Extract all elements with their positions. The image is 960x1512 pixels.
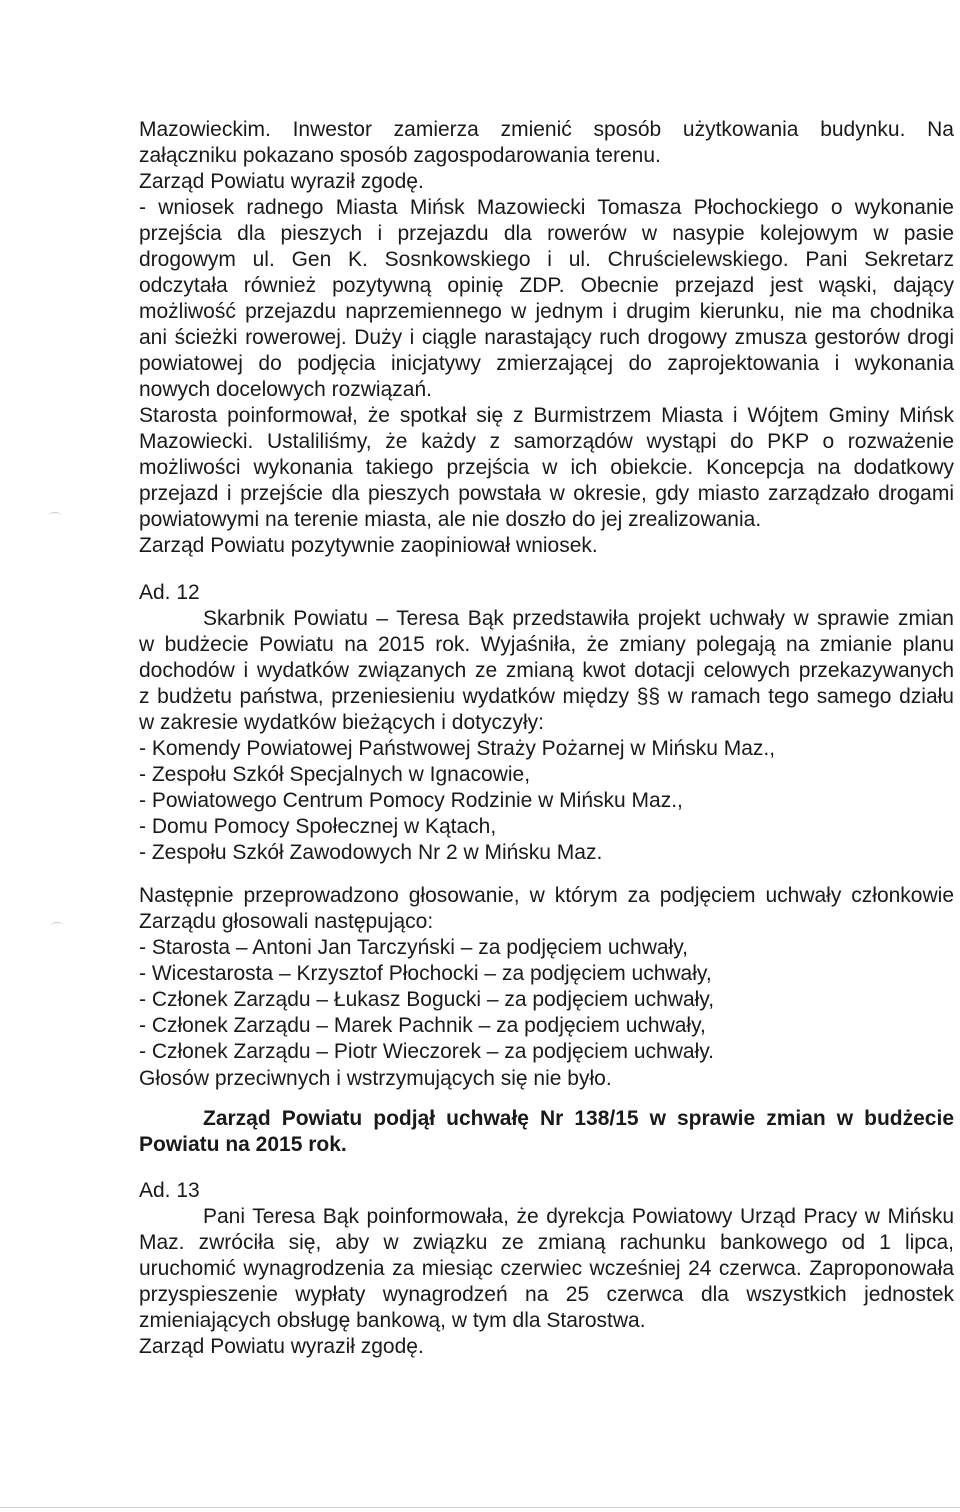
text-line: Mazowiecki. Ustaliliśmy, że każdy z samorządów wystąpi do PKP o rozważenie <box>139 430 954 453</box>
vote-item: - Starosta – Antoni Jan Tarczyński – za podjęciem uchwały, <box>139 936 688 959</box>
text-line: w budżecie Powiatu na 2015 rok. Wyjaśniła, że zmiany polegają na zmianie planu <box>139 633 954 656</box>
text-line: przejścia dla pieszych i przejazdu dla rowerów w nasypie kolejowym w pasie <box>139 222 954 245</box>
section-heading-ad13: Ad. 13 <box>139 1179 200 1202</box>
list-item: - Zespołu Szkół Zawodowych Nr 2 w Mińsku Maz. <box>139 841 603 864</box>
text-line: możliwość przejazdu naprzemiennego w jednym i drugim kierunku, nie ma chodnika <box>139 300 954 323</box>
text-line: Maz. zwróciła się, aby w związku ze zmianą rachunku bankowego od 1 lipca, <box>139 1231 954 1254</box>
section-heading-ad12: Ad. 12 <box>139 581 200 604</box>
text-line: ani ścieżki rowerowej. Duży i ciągle narastający ruch drogowy zmusza gestorów drogi <box>139 326 954 349</box>
text-line: dochodów i wydatków związanych ze zmianą kwot dotacji celowych przekazywanych <box>139 659 954 682</box>
text-line: Starosta poinformował, że spotkał się z Burmistrzem Miasta i Wójtem Gminy Mińsk <box>139 404 954 427</box>
scan-mark <box>50 922 64 931</box>
text-line: z budżetu państwa, przeniesieniu wydatków między §§ w ramach tego samego działu <box>139 685 954 708</box>
vote-item: - Wicestarosta – Krzysztof Płochocki – za podjęciem uchwały, <box>139 962 712 985</box>
scan-mark <box>48 512 62 521</box>
text-line: odczytała również pozytywną opinię ZDP. Obecnie przejazd jest wąski, dający <box>139 274 954 297</box>
vote-item: - Członek Zarządu – Marek Pachnik – za podjęciem uchwały, <box>139 1014 706 1037</box>
text-line: Zarządu głosowali następująco: <box>139 910 434 933</box>
vote-item: - Członek Zarządu – Piotr Wieczorek – za podjęciem uchwały. <box>139 1040 715 1063</box>
text-line: Zarząd Powiatu wyraził zgodę. <box>139 1335 424 1358</box>
text-line: możliwości wykonania takiego przejścia w ich obiekcie. Koncepcja na dodatkowy <box>139 456 954 479</box>
resolution-text: Zarząd Powiatu podjął uchwałę Nr 138/15 w sprawie zmian w budżecie <box>203 1107 954 1130</box>
list-item: - Domu Pomocy Społecznej w Kątach, <box>139 815 497 838</box>
list-item: - Zespołu Szkół Specjalnych w Ignacowie, <box>139 763 531 786</box>
text-line: Zarząd Powiatu pozytywnie zaopiniował wniosek. <box>139 534 598 557</box>
resolution-text: Powiatu na 2015 rok. <box>139 1133 347 1156</box>
list-item: - Komendy Powiatowej Państwowej Straży Pożarnej w Mińsku Maz., <box>139 737 776 760</box>
text-line: nowych docelowych rozwiązań. <box>139 378 432 401</box>
text-line: zmieniających obsługę bankową, w tym dla Starostwa. <box>139 1309 646 1332</box>
vote-item: - Członek Zarządu – Łukasz Bogucki – za podjęciem uchwały, <box>139 988 715 1011</box>
text-line: powiatowymi na terenie miasta, ale nie doszło do jej zrealizowania. <box>139 508 762 531</box>
text-line: w zakresie wydatków bieżących i dotyczyły: <box>139 711 544 734</box>
text-line: uruchomić wynagrodzenia za miesiąc czerwiec wcześniej 24 czerwca. Zaproponowała <box>139 1257 954 1280</box>
text-line: Pani Teresa Bąk poinformowała, że dyrekcja Powiatowy Urząd Pracy w Mińsku <box>203 1205 954 1228</box>
text-line: Mazowieckim. Inwestor zamierza zmienić sposób użytkowania budynku. Na <box>139 118 954 141</box>
text-line: powiatowej do podjęcia inicjatywy zmierzającej do zaprojektowania i wykonania <box>139 352 954 375</box>
text-line: Zarząd Powiatu wyraził zgodę. <box>139 170 424 193</box>
text-line: załączniku pokazano sposób zagospodarowania terenu. <box>139 144 661 167</box>
text-line: - wniosek radnego Miasta Mińsk Mazowiecki Tomasza Płochockiego o wykonanie <box>139 196 954 219</box>
text-line: Skarbnik Powiatu – Teresa Bąk przedstawiła projekt uchwały w sprawie zmian <box>203 607 954 630</box>
list-item: - Powiatowego Centrum Pomocy Rodzinie w Mińsku Maz., <box>139 789 683 812</box>
text-line: przyspieszenie wypłaty wynagrodzeń na 25 czerwca dla wszystkich jednostek <box>139 1283 954 1306</box>
text-line: drogowym ul. Gen K. Sosnkowskiego i ul. Chruścielewskiego. Pani Sekretarz <box>139 248 954 271</box>
text-line: Następnie przeprowadzono głosowanie, w którym za podjęciem uchwały członkowie <box>139 884 954 907</box>
page-edge-line <box>0 1507 960 1508</box>
text-line: Głosów przeciwnych i wstrzymujących się nie było. <box>139 1067 612 1090</box>
text-line: przejazd i przejście dla pieszych powstała w okresie, gdy miasto zarządzało drogami <box>139 482 954 505</box>
